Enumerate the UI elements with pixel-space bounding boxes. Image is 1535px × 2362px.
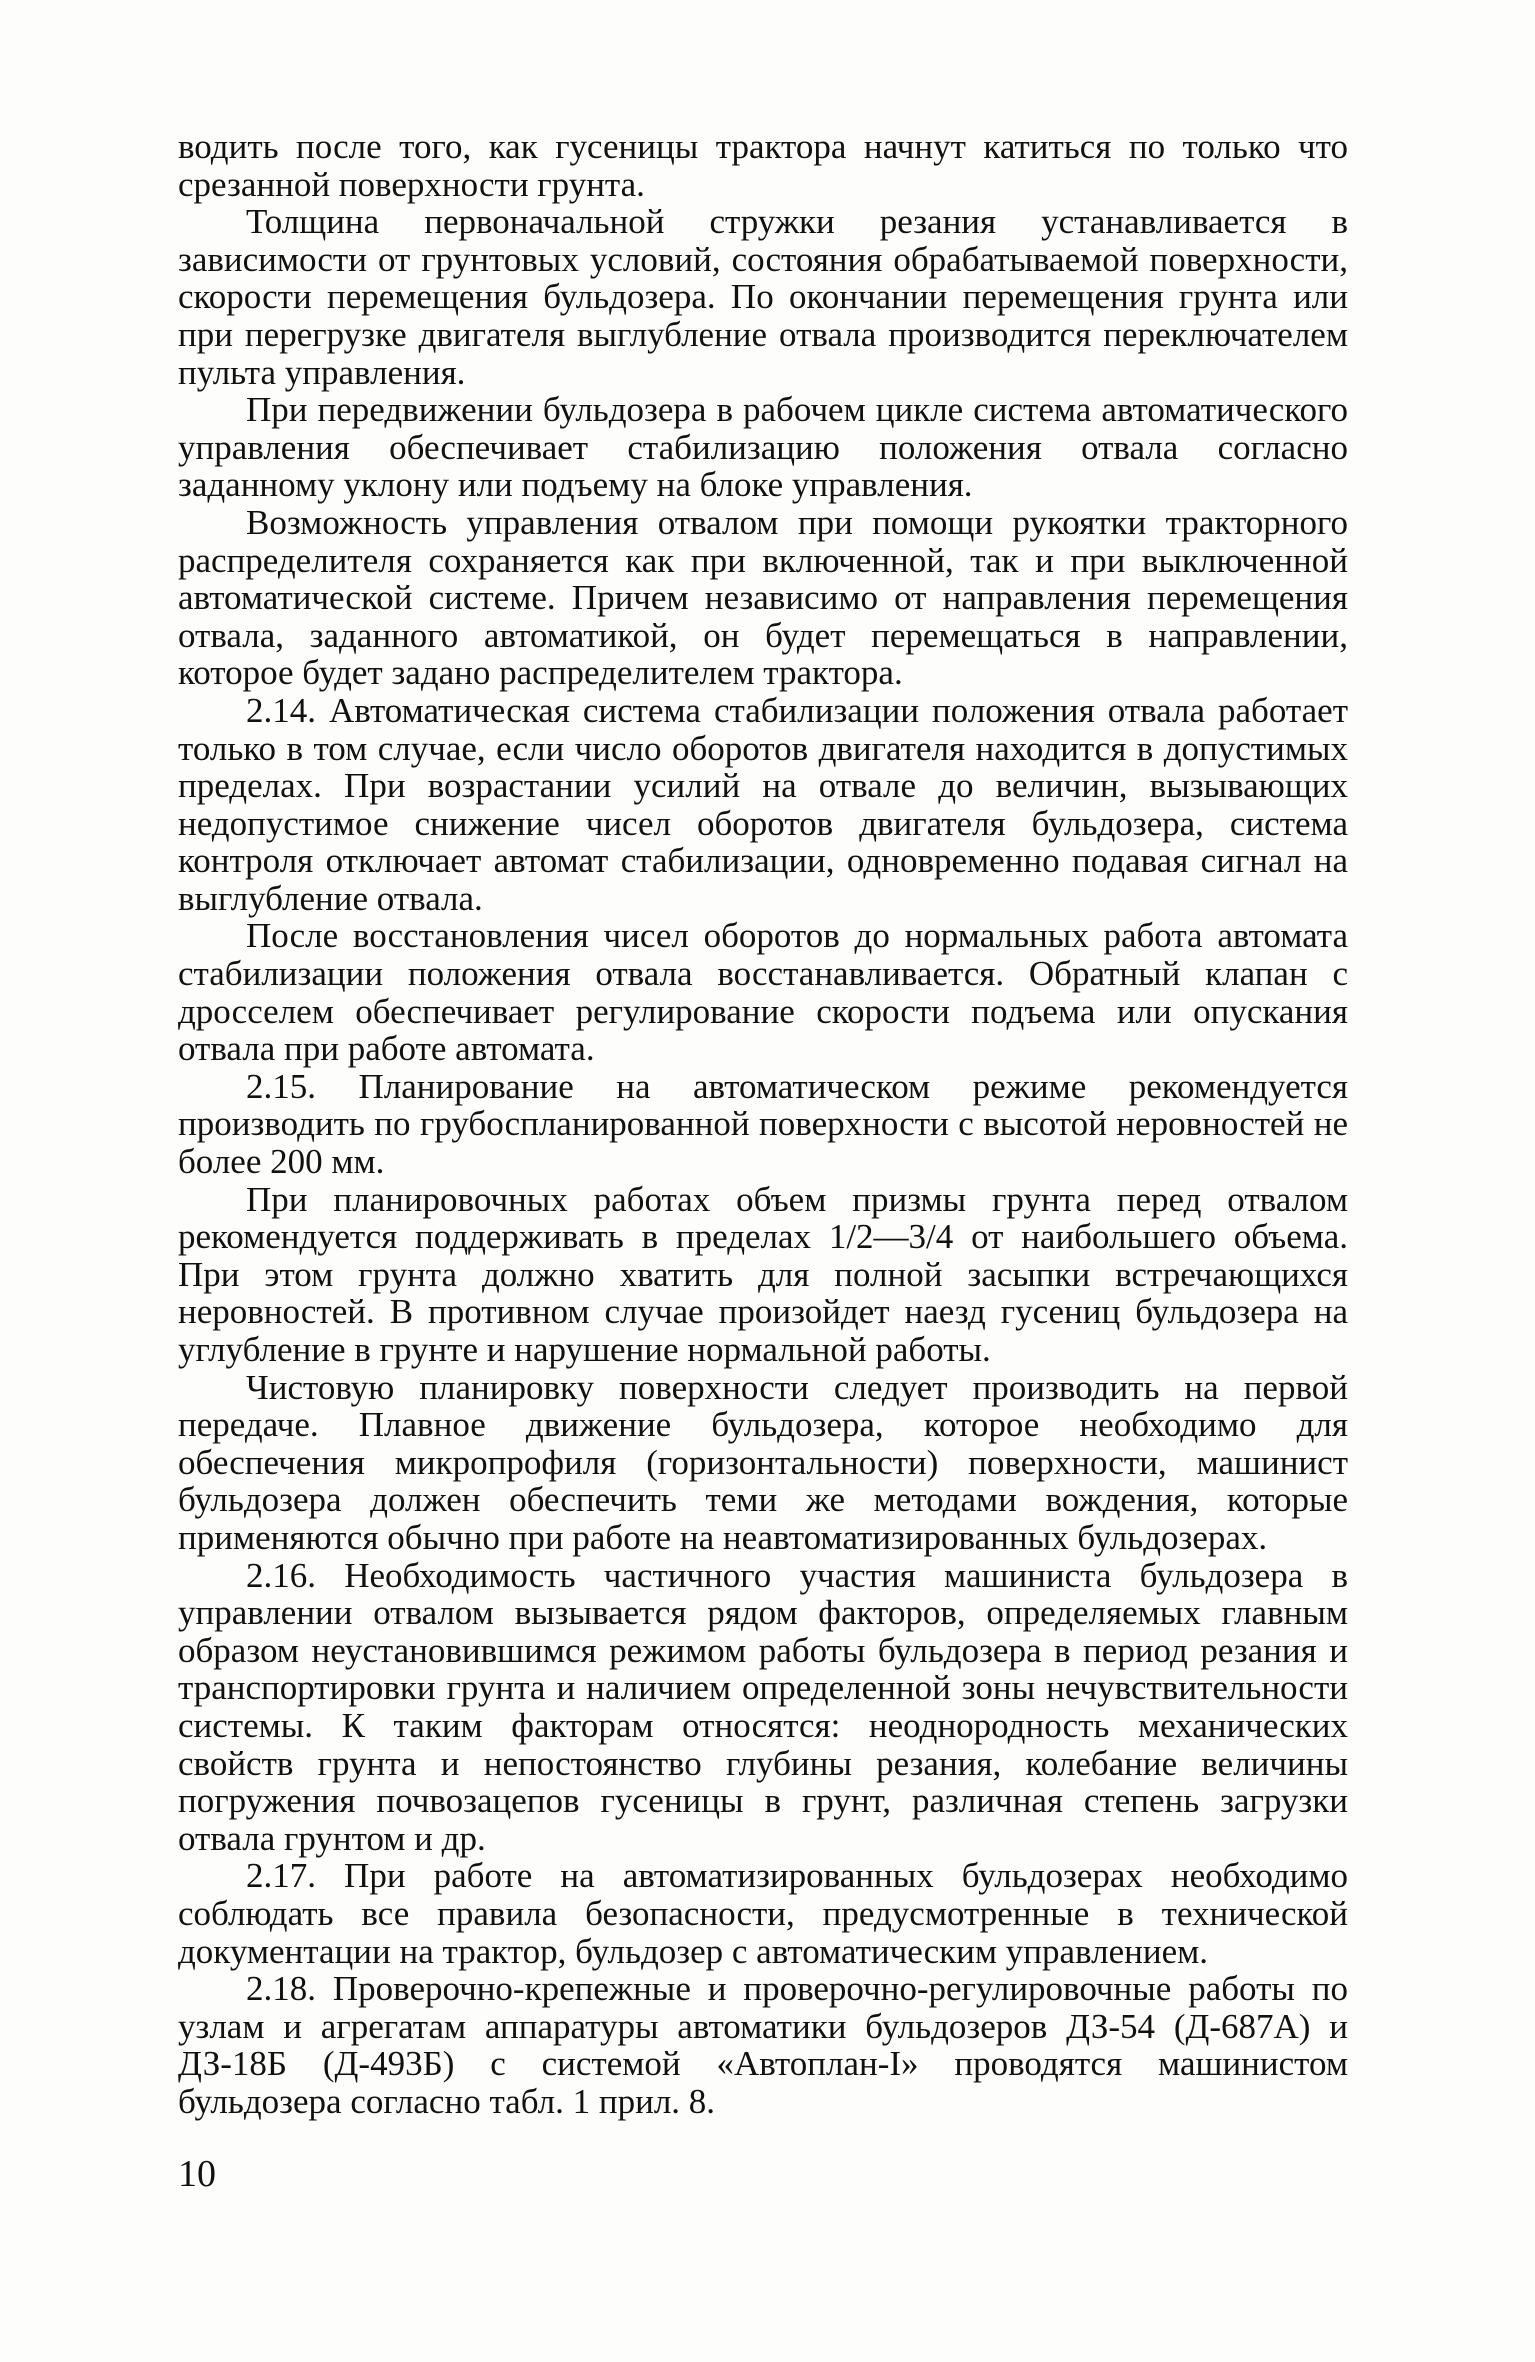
paragraph-section-2-14: 2.14. Автоматическая система стабилизации положения отвала работает только в том случае, если число оборотов двигателя находится в допустимых пределах. При возрастании усилий на отвале до величин, вызывающих недопустимое снижение чисел оборотов двигателя бульдозера, система контроля отключает автомат стабилизации, одновременно подавая сигнал на выглубление отвала. [178,690,1348,918]
body-text [178,128,1348,2120]
page-number: 10 [178,2153,216,2195]
paragraph-section-2-16: 2.16. Необходимость частичного участия машиниста бульдозера в управлении отвалом вызывается рядом факторов, определяемых главным образом неустановившимся режимом работы бульдозера в период резания и транспортировки грунта и наличием определенной зоны нечувствительности системы. К таким факторам относятся: неоднородность механических свойств грунта и непостоянство глубины резания, колебание величины погружения почвозацепов гусеницы в грунт, различная степень загрузки отвала грунтом и др. [178,1555,1348,1858]
paragraph-continuation: водить после того, как гусеницы трактора начнут катиться по только что срезанной поверхности грунта. [178,127,1348,204]
paragraph-finish-grading: Чистовую планировку поверхности следует производить на первой передаче. Плавное движение бульдозера, которое необходимо для обеспечения микропрофиля (горизонтальности) поверхности, машинист бульдозера должен обеспечить теми же методами вождения, которые применяются обычно при работе на неавтоматизированных бульдозерах. [178,1367,1348,1557]
paragraph-manual-control: Возможность управления отвалом при помощи рукоятки тракторного распределителя сохраняется как при включенной, так и при выключенной автоматической системе. Причем независимо от направления перемещения отвала, заданного автоматикой, он будет перемещаться в направлении, которое будет задано распределителем трактора. [178,502,1348,693]
paragraph-section-2-15: 2.15. Планирование на автоматическом режиме рекомендуется производить по грубоспланированной поверхности с высотой неровностей не более 200 мм. [178,1066,1348,1182]
paragraph-restoration: После восстановления чисел оборотов до нормальных работа автомата стабилизации положения отвала восстанавливается. Обратный клапан с дросселем обеспечивает регулирование скорости подъема или опускания отвала при работе автомата. [178,916,1348,1069]
paragraph-cut-thickness: Толщина первоначальной стружки резания устанавливается в зависимости от грунтовых условий, состояния обрабатываемой поверхности, скорости перемещения бульдозера. По окончании перемещения грунта или при перегрузке двигателя выглубление отвала производится переключателем пульта управления. [178,202,1348,392]
paragraph-soil-prism: При планировочных работах объем призмы грунта перед отвалом рекомендуется поддерживать в пределах 1/2—3/4 от наибольшего объема. При этом грунта должно хватить для полной засыпки встречающихся неровностей. В противном случае произойдет наезд гусениц бульдозера на углубление в грунте и нарушение нормальной работы. [178,1179,1348,1369]
paragraph-section-2-17: 2.17. При работе на автоматизированных бульдозерах необходимо соблюдать все правила безопасности, предусмотренные в технической документации на трактор, бульдозер с автоматическим управлением. [178,1856,1348,1971]
paragraph-automatic-stabilization: При передвижении бульдозера в рабочем цикле система автоматического управления обеспечивает стабилизацию положения отвала согласно заданному уклону или подъему на блоке управления. [178,390,1348,505]
paragraph-section-2-18: 2.18. Проверочно-крепежные и проверочно-регулировочные работы по узлам и агрегатам аппаратуры автоматики бульдозеров ДЗ-54 (Д-687А) и ДЗ-18Б (Д-493Б) с системой «Автоплан-I» проводятся машинистом бульдозера согласно табл. 1 прил. 8. [178,1969,1348,2121]
